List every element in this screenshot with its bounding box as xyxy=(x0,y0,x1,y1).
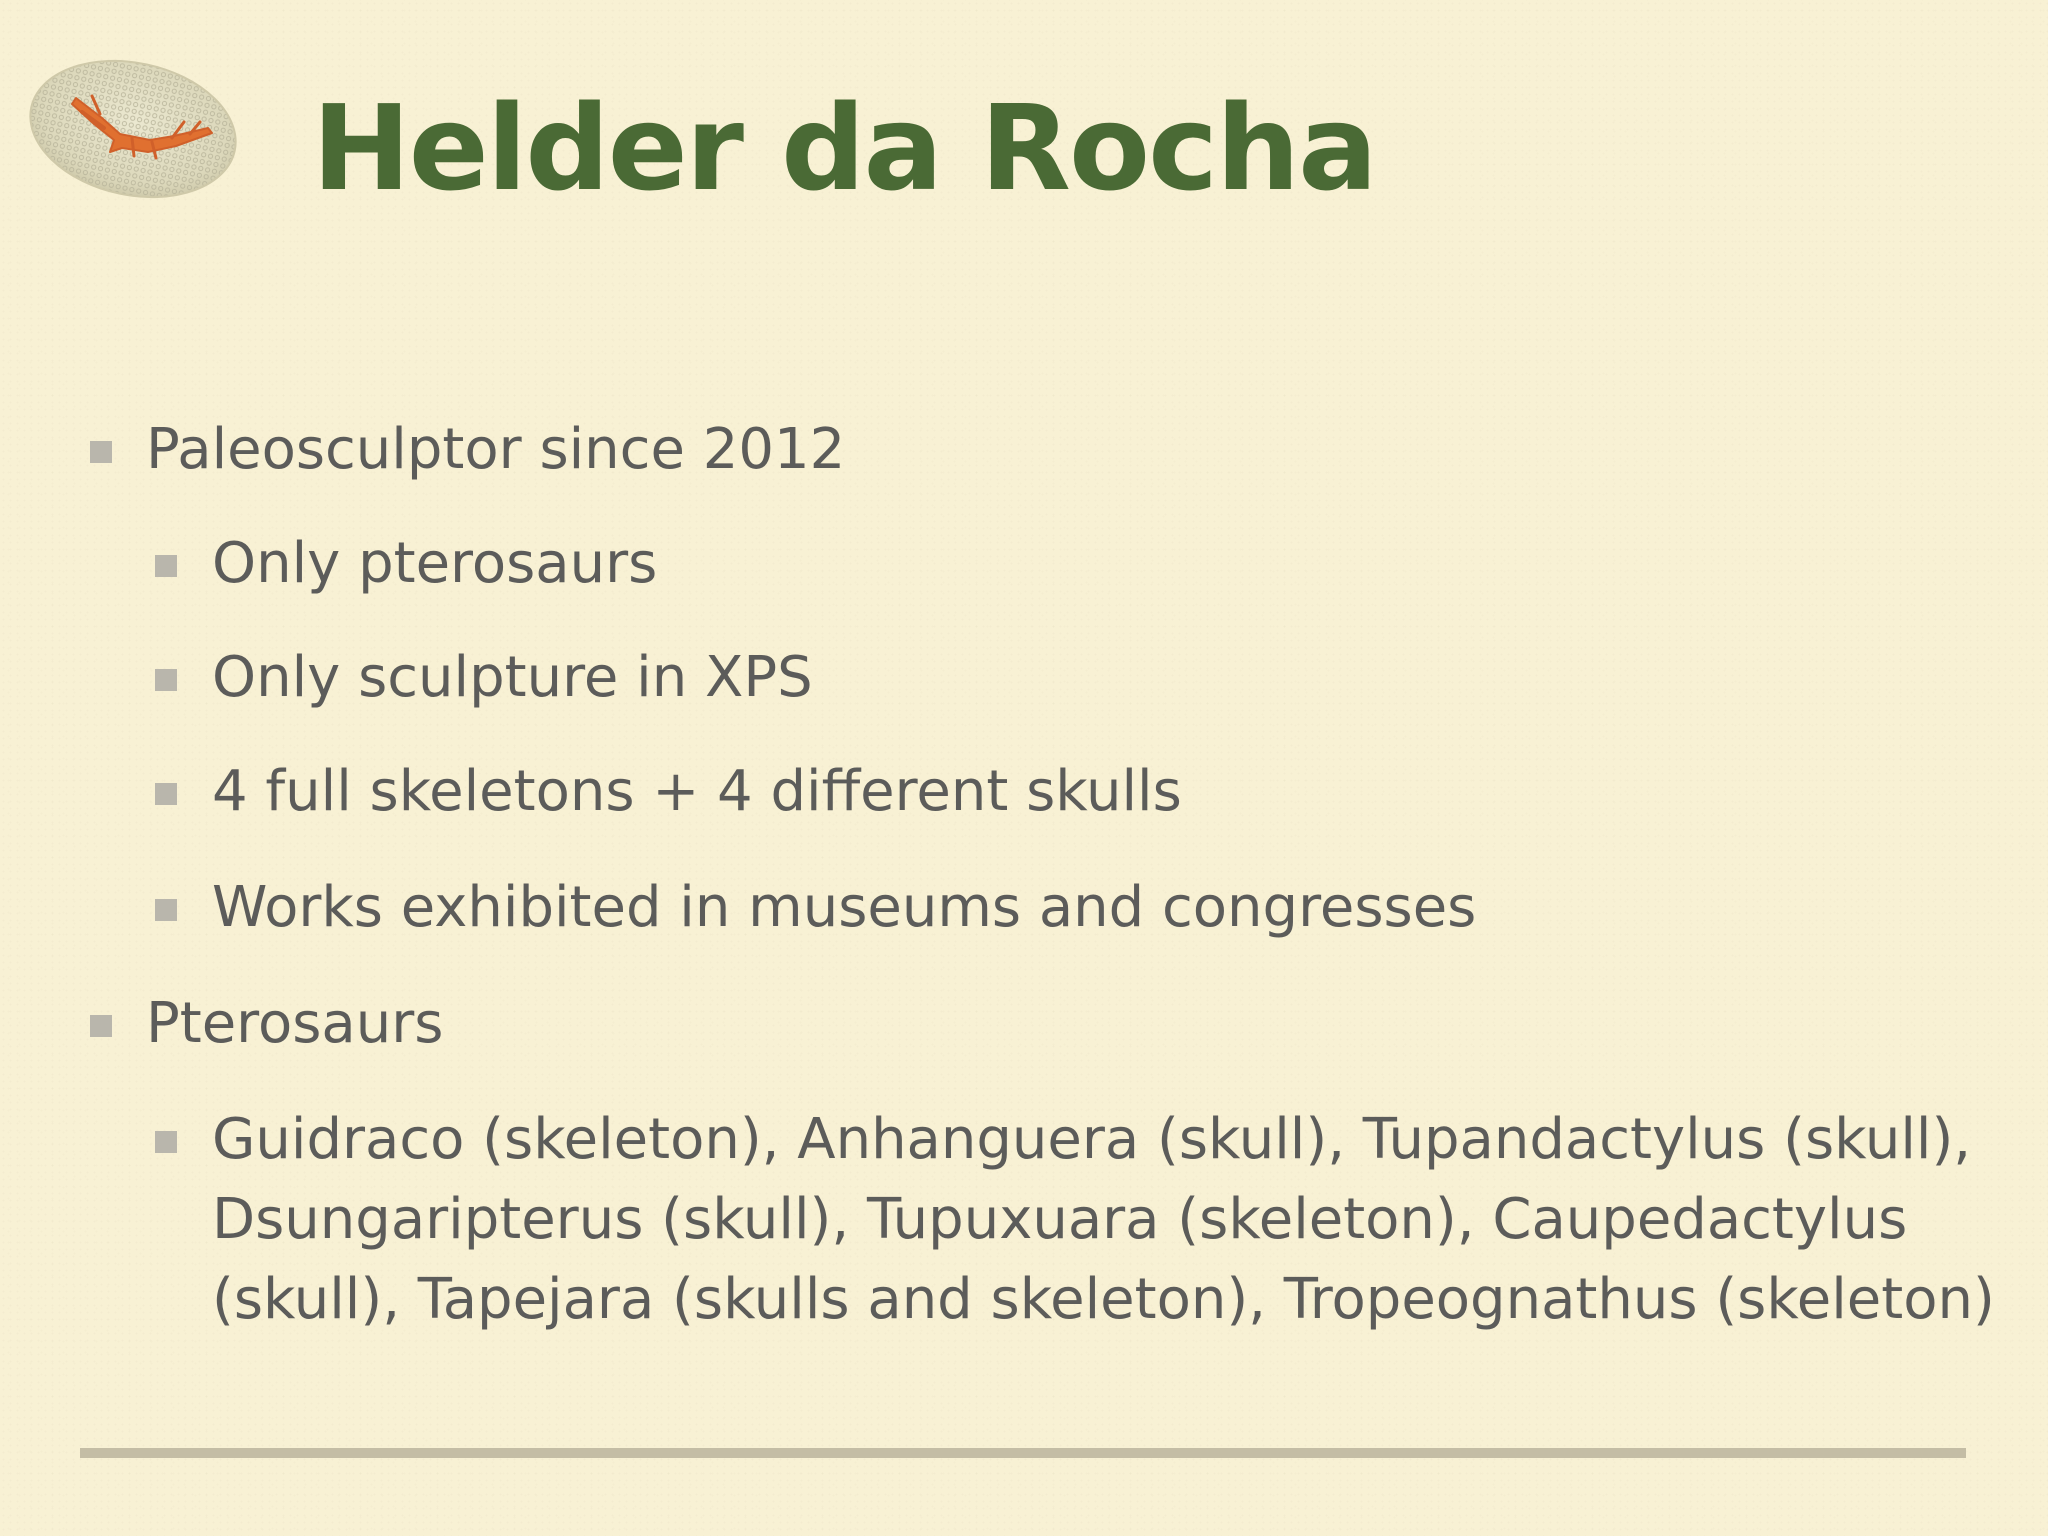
sub-bullet-item xyxy=(212,638,813,718)
slide-title: Helder da Rocha xyxy=(312,79,1376,217)
bullet-text: Works exhibited in museums and congresses xyxy=(212,875,1477,940)
bullet-text: Paleosculptor since 2012 xyxy=(146,417,846,482)
bullet-square-icon xyxy=(155,1131,177,1153)
sub-bullet-item xyxy=(212,752,1182,832)
bullet-text: Only sculpture in XPS xyxy=(212,645,813,710)
bullet-text: Guidraco (skeleton), Anhanguera (skull), Tupandactylus (skull), Dsungaripterus (skull), Tupuxuara (skeleton), Caupedactylus (skull), Tapejara (skulls and skeleton), Tropeognathus (skeleton) xyxy=(212,1107,1995,1332)
sub-bullet-item xyxy=(212,524,657,604)
bullet-square-icon xyxy=(155,555,177,577)
bullet-text: Only pterosaurs xyxy=(212,531,658,596)
bullet-square-icon xyxy=(90,441,112,463)
pterosaur-fossil-egg-icon xyxy=(22,52,244,206)
bullet-item xyxy=(146,984,443,1064)
bullet-square-icon xyxy=(155,783,177,805)
sub-bullet-item xyxy=(212,1100,2002,1340)
bullet-text: 4 full skeletons + 4 different skulls xyxy=(212,759,1182,824)
bullet-item xyxy=(146,410,845,490)
bullet-text: Pterosaurs xyxy=(146,991,444,1056)
bullet-square-icon xyxy=(155,669,177,691)
bullet-square-icon xyxy=(155,899,177,921)
bullet-square-icon xyxy=(90,1015,112,1037)
footer-divider xyxy=(80,1448,1966,1458)
sub-bullet-item xyxy=(212,868,1476,948)
